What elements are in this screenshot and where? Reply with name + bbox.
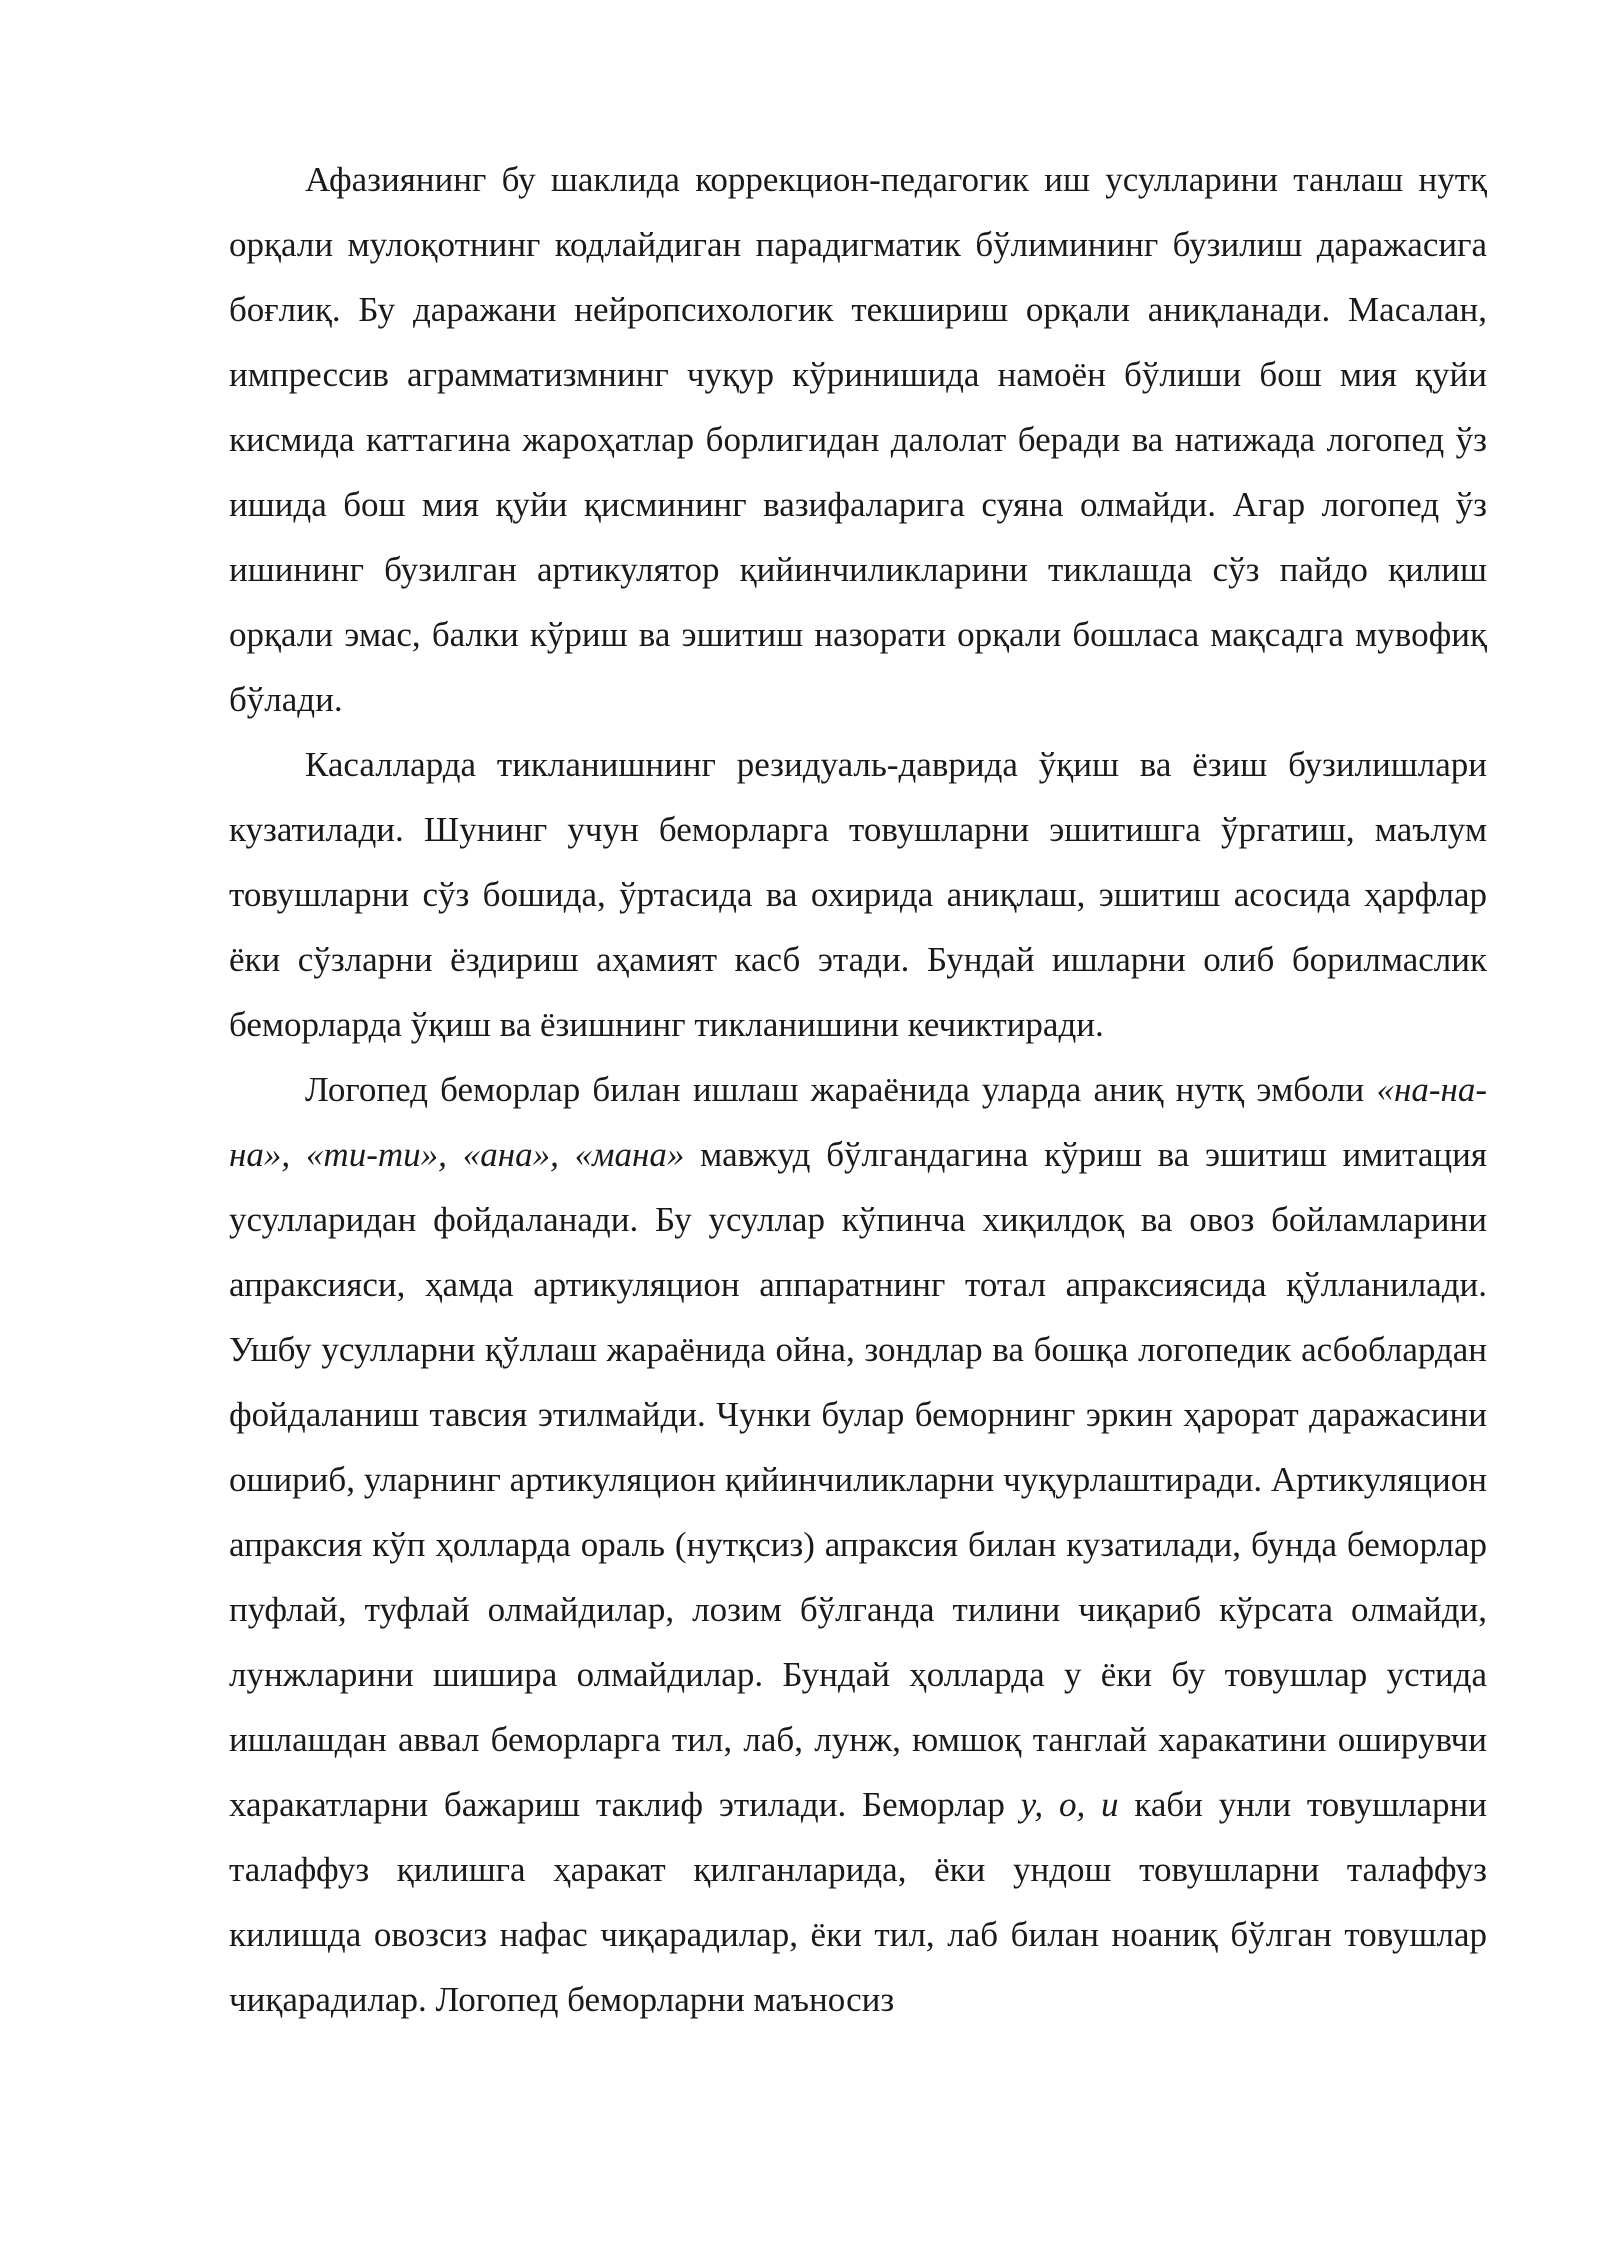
paragraph-3-text-part-1: Логопед беморлар билан ишлаш жараёнида уларда аниқ нутқ эмболи xyxy=(305,1070,1377,1109)
paragraph-3-italic-vowels: у, о, и xyxy=(1020,1785,1119,1824)
paragraph-2 xyxy=(229,732,1487,1057)
paragraph-3 xyxy=(229,1057,1487,2032)
paragraph-3-italic-examples: «на-на-на», «ти-ти», «ана», «мана» xyxy=(229,1070,1487,1174)
paragraph-3-text-part-2: мавжуд бўлгандагина кўриш ва эшитиш имитация усулларидан фойдаланади. Бу усуллар кўпинча хиқилдоқ ва овоз бойламларини апраксияси, ҳамда артикуляцион аппаратнинг тотал апраксиясида қўлланилади. Ушбу усулларни қўллаш жараёнида ойна, зондлар ва бошқа логопедик асбоблардан фойдаланиш тавсия этилмайди. Чунки булар беморнинг эркин ҳарорат даражасини ошириб, уларнинг артикуляцион қийинчиликларни чуқурлаштиради. Артикуляцион апраксия кўп ҳолларда ораль (нутқсиз) апраксия билан кузатилади, бунда беморлар пуфлай, туфлай олмайдилар, лозим бўлганда тилини чиқариб кўрсата олмайди, лунжларини шишира олмайдилар. Бундай ҳолларда у ёки бу товушлар устида ишлашдан аввал беморларга тил, лаб, лунж, юмшоқ танглай харакатини оширувчи харакатларни бажариш таклиф этилади. Беморлар xyxy=(229,1135,1487,1824)
paragraph-2-text: Касалларда тикланишнинг резидуаль-даврида ўқиш ва ёзиш бузилишлари кузатилади. Шунинг учун беморларга товушларни эшитишга ўргатиш, маълум товушларни сўз бошида, ўртасида ва охирида аниқлаш, эшитиш асосида ҳарфлар ёки сўзларни ёздириш аҳамият касб этади. Бундай ишларни олиб борилмаслик беморларда ўқиш ва ёзишнинг тикланишини кечиктиради. xyxy=(229,745,1487,1044)
paragraph-1-text: Афазиянинг бу шаклида коррекцион-педагогик иш усулларини танлаш нутқ орқали мулоқотнинг кодлайдиган парадигматик бўлимининг бузилиш даражасига боғлиқ. Бу даражани нейропсихологик текшириш орқали аниқланади. Масалан, импрессив аграмматизмнинг чуқур кўринишида намоён бўлиши бош мия қуйи кисмида каттагина жароҳатлар борлигидан далолат беради ва натижада логопед ўз ишида бош мия қуйи қисмининг вазифаларига суяна олмайди. Агар логопед ўз ишининг бузилган артикулятор қийинчиликларини тиклашда сўз пайдо қилиш орқали эмас, балки кўриш ва эшитиш назорати орқали бошласа мақсадга мувофиқ бўлади. xyxy=(229,160,1487,719)
paragraph-1 xyxy=(229,147,1487,732)
document-body xyxy=(229,147,1487,2032)
paragraph-3-text-part-3: каби унли товушларни талаффуз қилишга ҳаракат қилганларида, ёки ундош товушларни талаффуз килишда овозсиз нафас чиқарадилар, ёки тил, лаб билан ноаниқ бўлган товушлар чиқарадилар. Логопед беморларни маъносиз xyxy=(229,1785,1487,2019)
